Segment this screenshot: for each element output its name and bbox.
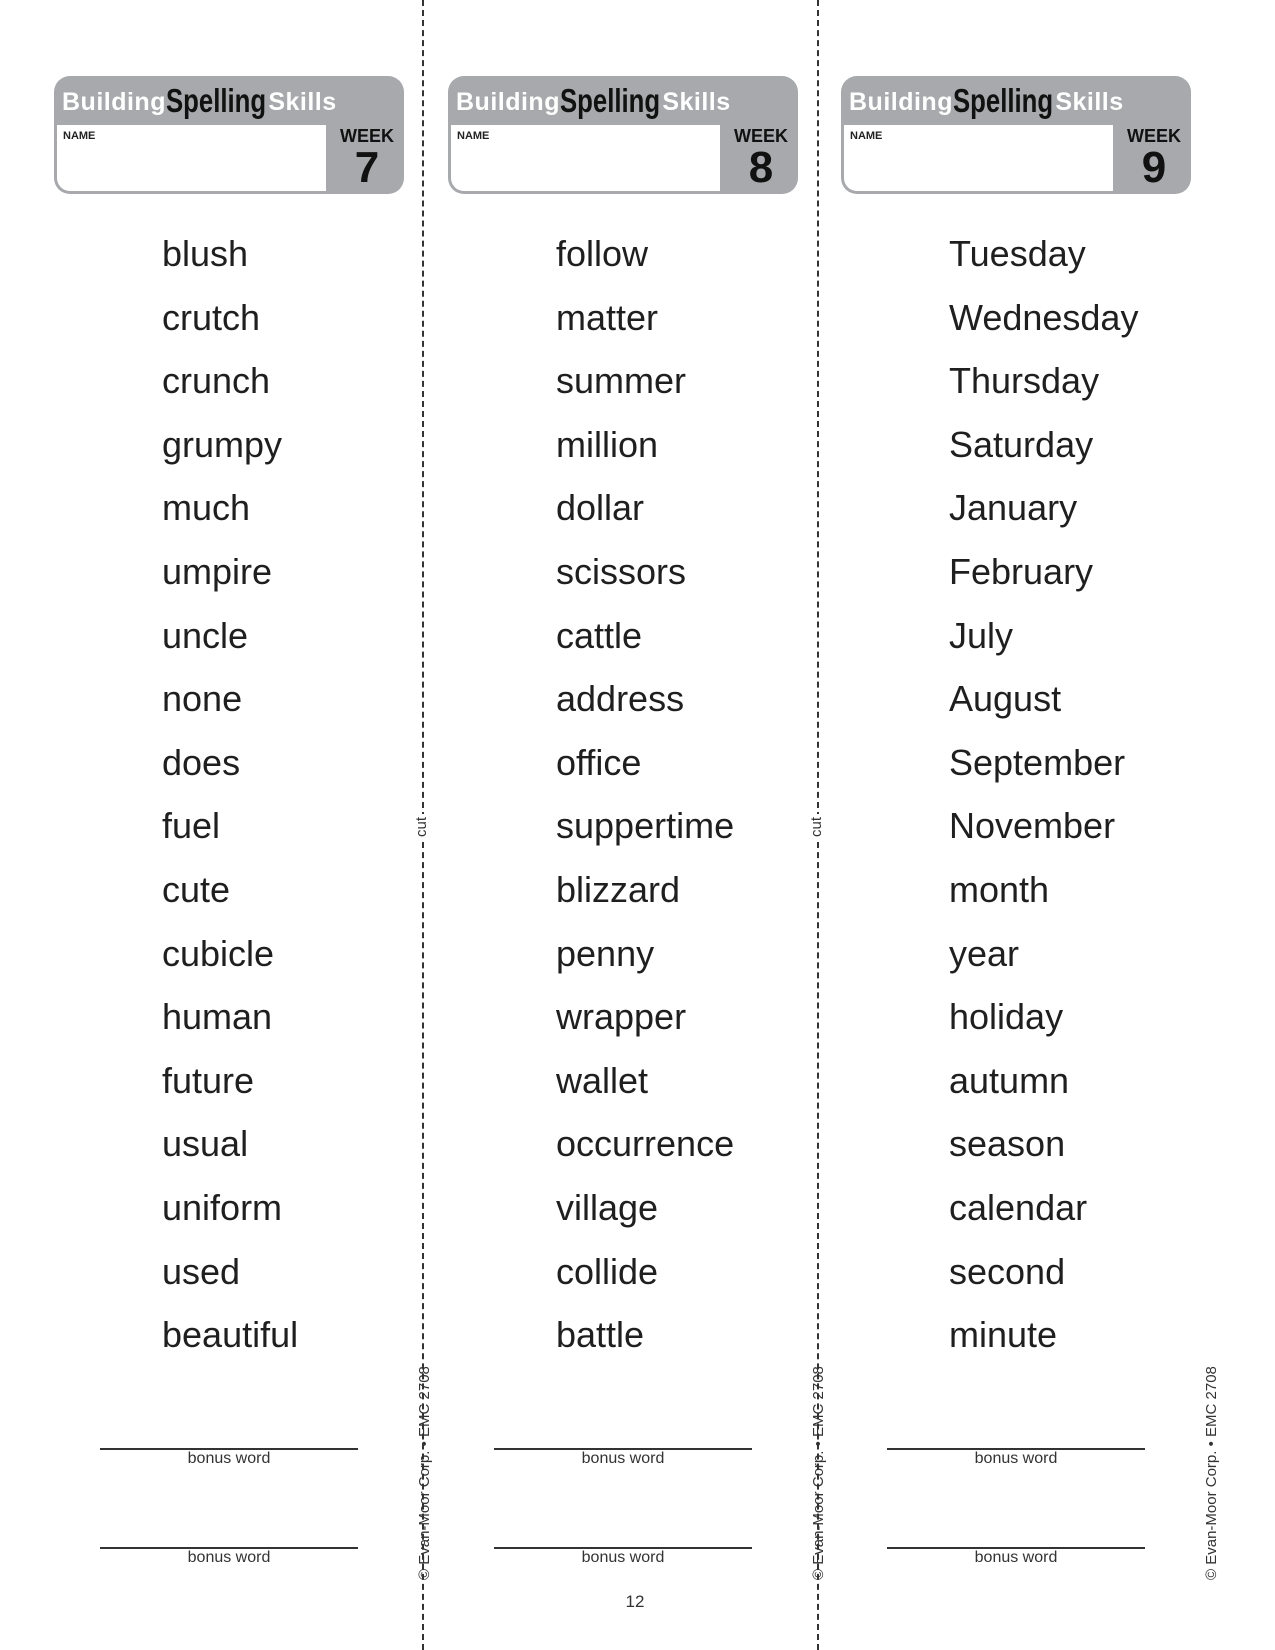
name-label: NAME <box>63 130 96 142</box>
spelling-word: Thursday <box>949 360 1100 402</box>
spelling-word: July <box>949 614 1014 656</box>
spelling-word: does <box>162 741 241 783</box>
spelling-word: uniform <box>162 1186 283 1228</box>
spelling-word: umpire <box>162 550 273 592</box>
title-spelling: Spelling <box>165 82 267 119</box>
spelling-strip-week-9 <box>787 0 1220 1650</box>
spelling-word: Tuesday <box>949 233 1086 274</box>
name-label: NAME <box>850 130 883 142</box>
spelling-word: holiday <box>949 996 1064 1038</box>
title-building: Building <box>62 88 166 116</box>
bonus-word-label-2: bonus word <box>974 1549 1058 1566</box>
spelling-word: blizzard <box>556 868 681 910</box>
title-spelling: Spelling <box>952 82 1054 119</box>
spelling-word: Saturday <box>949 423 1094 465</box>
cut-label-left: cut <box>413 814 430 840</box>
spelling-word: grumpy <box>162 423 283 465</box>
spelling-word: fuel <box>162 805 221 847</box>
strip-header <box>841 76 1191 194</box>
copyright-notice: © Evan-Moor Corp. • EMC 2708 <box>1203 1366 1220 1580</box>
copyright-notice: © Evan-Moor Corp. • EMC 2708 <box>810 1366 827 1580</box>
spelling-word: crunch <box>162 360 271 402</box>
spelling-word: office <box>556 741 642 783</box>
spelling-word: summer <box>556 360 687 402</box>
spelling-word: Wednesday <box>949 296 1139 338</box>
spelling-word: beautiful <box>162 1314 299 1356</box>
spelling-word: collide <box>556 1250 659 1292</box>
name-field[interactable] <box>451 125 720 191</box>
spelling-word: blush <box>162 233 249 274</box>
spelling-word: used <box>162 1250 241 1292</box>
spelling-word: usual <box>162 1123 249 1165</box>
spelling-word: occurrence <box>556 1123 735 1165</box>
bonus-word-label-1: bonus word <box>974 1450 1058 1467</box>
spelling-word: January <box>949 487 1078 529</box>
page-number: 12 <box>625 1592 645 1611</box>
spelling-word: minute <box>949 1314 1058 1356</box>
bonus-word-label-1: bonus word <box>187 1450 271 1467</box>
title-spelling: Spelling <box>559 82 661 119</box>
copyright-notice: © Evan-Moor Corp. • EMC 2708 <box>416 1366 433 1580</box>
spelling-word: future <box>162 1059 255 1101</box>
spelling-word: autumn <box>949 1059 1070 1101</box>
series-title <box>456 82 731 119</box>
spelling-word: season <box>949 1123 1066 1165</box>
spelling-word: suppertime <box>556 805 735 847</box>
name-label: NAME <box>457 130 490 142</box>
spelling-word: cubicle <box>162 932 275 974</box>
word-list <box>556 232 734 1377</box>
title-building: Building <box>456 88 560 116</box>
spelling-word: September <box>949 741 1126 783</box>
spelling-strip-week-7 <box>0 0 433 1650</box>
spelling-word: cute <box>162 868 231 910</box>
title-skills: Skills <box>1055 88 1124 116</box>
week-number: 9 <box>1141 143 1167 192</box>
spelling-word: village <box>556 1186 659 1228</box>
spelling-word: none <box>162 678 243 720</box>
spelling-word: cattle <box>556 614 643 656</box>
spelling-word: million <box>556 423 659 465</box>
word-list <box>949 232 1138 1377</box>
spelling-word: address <box>556 678 685 720</box>
week-number: 8 <box>748 143 774 192</box>
spelling-word: follow <box>556 233 649 274</box>
spelling-word: battle <box>556 1314 645 1356</box>
spelling-word: second <box>949 1250 1066 1292</box>
bonus-word-label-2: bonus word <box>581 1549 665 1566</box>
spelling-word: uncle <box>162 614 249 656</box>
strip-header <box>54 76 404 194</box>
spelling-word: much <box>162 487 251 529</box>
week-label: WEEK <box>1127 126 1181 146</box>
spelling-word: month <box>949 868 1050 910</box>
spelling-word: August <box>949 678 1062 720</box>
spelling-word: crutch <box>162 296 261 338</box>
cut-label-right: cut <box>808 814 825 840</box>
spelling-word: February <box>949 550 1094 592</box>
spelling-word: penny <box>556 932 655 974</box>
spelling-word: scissors <box>556 550 687 592</box>
week-number: 7 <box>354 143 380 192</box>
spelling-word: matter <box>556 296 659 338</box>
title-building: Building <box>849 88 953 116</box>
bonus-word-label-2: bonus word <box>187 1549 271 1566</box>
name-field[interactable] <box>844 125 1113 191</box>
name-field[interactable] <box>57 125 326 191</box>
spelling-word: wallet <box>556 1059 649 1101</box>
title-skills: Skills <box>662 88 731 116</box>
bonus-word-label-1: bonus word <box>581 1450 665 1467</box>
series-title <box>62 82 337 119</box>
spelling-word: calendar <box>949 1186 1088 1228</box>
spelling-word: November <box>949 805 1116 847</box>
week-label: WEEK <box>734 126 788 146</box>
spelling-word: year <box>949 932 1020 974</box>
spelling-word: human <box>162 996 273 1038</box>
strip-header <box>448 76 798 194</box>
spelling-word: wrapper <box>556 996 687 1038</box>
spelling-word: dollar <box>556 487 645 529</box>
title-skills: Skills <box>268 88 337 116</box>
word-list <box>162 232 298 1377</box>
series-title <box>849 82 1124 119</box>
week-label: WEEK <box>340 126 394 146</box>
